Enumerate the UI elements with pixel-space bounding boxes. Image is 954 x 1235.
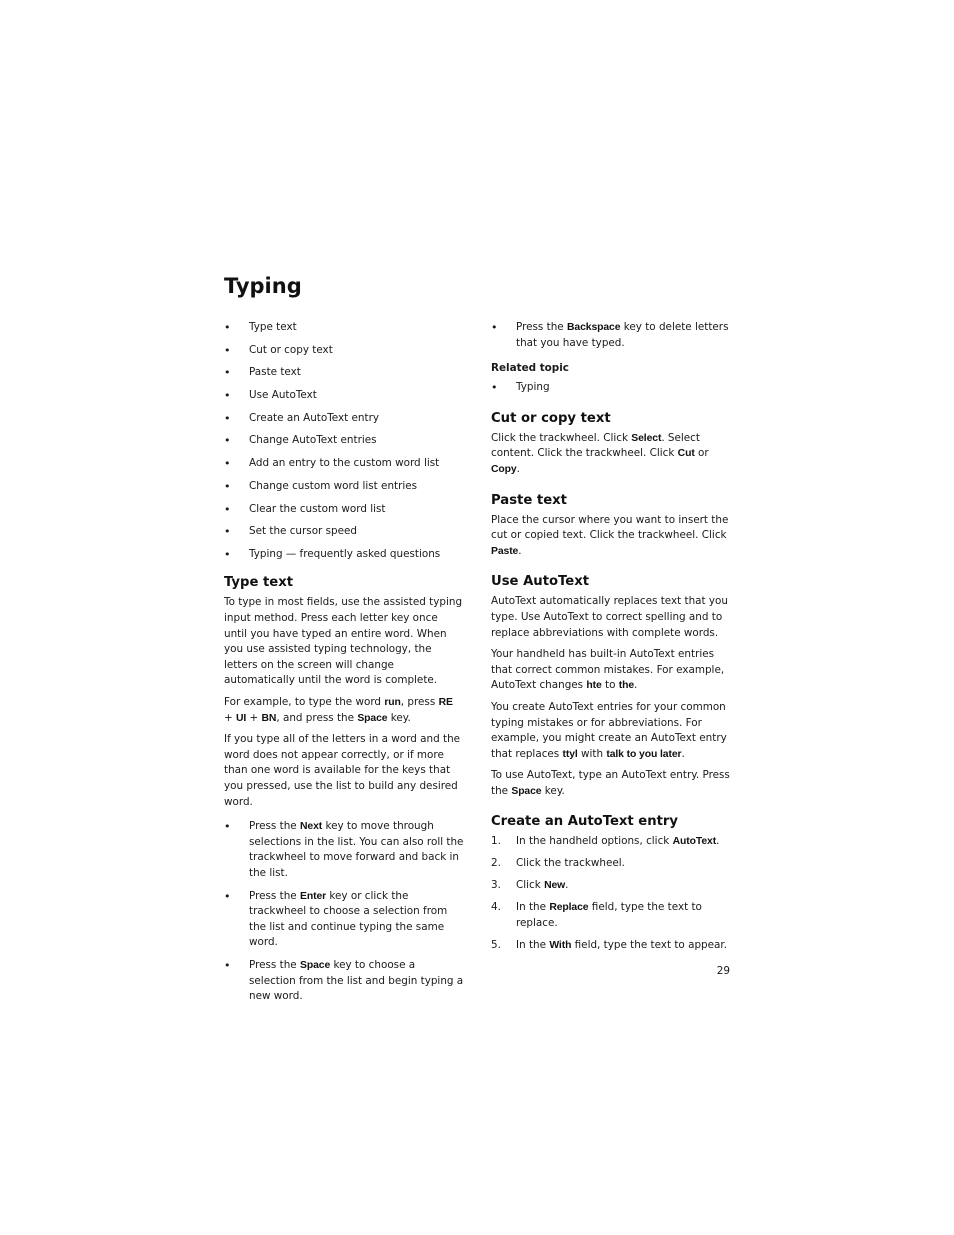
- topic-item[interactable]: [224, 524, 464, 540]
- topic-item[interactable]: [224, 456, 464, 472]
- step-item: • Press the Next key to move through selections in the list. You can also roll the trackwheel to move forward and back in the list.: [224, 819, 464, 881]
- topic-link[interactable]: Type text: [249, 321, 297, 333]
- topic-item[interactable]: [224, 411, 464, 427]
- page-number: 29: [716, 965, 730, 977]
- step-item: • Press the Space key to choose a selection from the list and begin typing a new word.: [224, 958, 464, 1005]
- key-label: AutoText: [672, 836, 717, 848]
- create-entry-steps: [491, 834, 731, 953]
- key-label: the: [618, 680, 635, 692]
- topic-item[interactable]: [224, 320, 464, 336]
- topic-link[interactable]: Change AutoText entries: [249, 434, 377, 447]
- topic-link[interactable]: Change custom word list entries: [249, 479, 418, 492]
- numbered-step: 5. In the With field, type the text to appear.: [491, 938, 731, 954]
- key-label: Copy: [491, 463, 517, 475]
- topic-link[interactable]: Paste text: [249, 366, 301, 379]
- key-label: Paste: [491, 545, 519, 557]
- key-label: Space: [357, 712, 388, 724]
- related-topic-heading: Related topic: [491, 362, 569, 375]
- topic-link[interactable]: Cut or copy text: [249, 343, 333, 356]
- key-label: UI: [236, 712, 247, 724]
- topic-link[interactable]: Clear the custom word list: [249, 502, 386, 515]
- topic-link[interactable]: Use AutoText: [249, 389, 317, 402]
- key-label: New: [544, 880, 566, 892]
- key-label: BN: [261, 712, 277, 724]
- key-label: Next: [300, 821, 323, 833]
- topic-item[interactable]: [224, 502, 464, 518]
- key-label: RE: [438, 697, 453, 709]
- step-number: 4.: [491, 901, 501, 914]
- left-column: [224, 320, 464, 1012]
- key-label: Space: [511, 785, 542, 797]
- cut-copy-body: Click the trackwheel. Click Select. Select content. Click the trackwheel. Click Cut or Copy.: [491, 431, 709, 475]
- page-title: Typing: [224, 274, 302, 298]
- topic-item[interactable]: [224, 343, 464, 359]
- topic-item[interactable]: [224, 388, 464, 404]
- autotext-custom: You create AutoText entries for your common typing mistakes or for abbreviations. For example, you might create an AutoText entry that replaces ttyl with talk to you later.: [491, 700, 727, 760]
- key-label: Select: [631, 432, 662, 444]
- related-topic-item[interactable]: [491, 380, 731, 396]
- create-entry-heading: Create an AutoText entry: [491, 814, 679, 830]
- numbered-step: 3. Click New.: [491, 878, 731, 894]
- topic-link[interactable]: Add an entry to the custom word list: [249, 457, 440, 470]
- topic-link[interactable]: Typing — frequently asked questions: [249, 547, 441, 560]
- numbered-step: 1. In the handheld options, click AutoText.: [491, 834, 731, 850]
- step-number: 3.: [491, 879, 501, 892]
- key-label: With: [549, 940, 572, 951]
- related-topic-list: [491, 380, 731, 396]
- key-label: Replace: [549, 902, 589, 914]
- autotext-builtin: Your handheld has built-in AutoText entries that correct common mistakes. For example, AutoText changes hte to the.: [491, 648, 725, 692]
- step-item: • Press the Backspace key to delete letters that you have typed.: [491, 320, 731, 351]
- key-label: ttyl: [562, 748, 578, 760]
- type-text-heading: Type text: [224, 575, 294, 591]
- key-label: run: [384, 697, 401, 709]
- numbered-step: 2. Click the trackwheel.: [491, 856, 731, 872]
- key-label: Backspace: [567, 322, 621, 333]
- paste-heading: Paste text: [491, 492, 567, 508]
- step-number: 5.: [491, 939, 501, 951]
- topic-link[interactable]: Create an AutoText entry: [249, 411, 379, 424]
- right-column: [491, 320, 731, 960]
- step-number: 1.: [491, 835, 501, 848]
- topic-item[interactable]: [224, 433, 464, 449]
- typing-steps: [224, 819, 464, 1005]
- related-topic-link[interactable]: Typing: [516, 381, 550, 394]
- key-label: Enter: [300, 890, 327, 902]
- type-text-intro: To type in most fields, use the assisted typing input method. Press each letter key once until you have typed an entire word. When you use assisted typing technology, the letters on the screen will change automatically until the word is complete.: [224, 596, 463, 687]
- topic-item[interactable]: [224, 365, 464, 381]
- numbered-step: 4. In the Replace field, type the text to replace.: [491, 901, 702, 930]
- topic-link[interactable]: Set the cursor speed: [249, 525, 358, 538]
- topic-item[interactable]: [224, 479, 464, 495]
- topic-list: [224, 320, 464, 562]
- autotext-usage: To use AutoText, type an AutoText entry. Press the Space key.: [491, 769, 730, 797]
- typing-steps-continued: [491, 320, 731, 351]
- key-label: Cut: [677, 448, 695, 460]
- key-label: talk to you later: [606, 748, 682, 760]
- paste-body: Place the cursor where you want to insert the cut or copied text. Click the trackwheel. Click Paste.: [491, 513, 729, 557]
- step-item: • Press the Enter key or click the trackwheel to choose a selection from the list and continue typing the same word.: [224, 889, 464, 951]
- cut-copy-heading: Cut or copy text: [491, 410, 611, 426]
- autotext-heading: Use AutoText: [491, 574, 590, 590]
- key-label: hte: [586, 680, 602, 692]
- key-label: Space: [300, 959, 331, 971]
- step-number: 2.: [491, 857, 501, 870]
- topic-item[interactable]: [224, 547, 464, 563]
- type-text-list-info: If you type all of the letters in a word and the word does not appear correctly, or if more than one word is available for the keys that you pressed, use the list to build any desired word.: [224, 733, 461, 808]
- autotext-intro: AutoText automatically replaces text that you type. Use AutoText to correct spelling and to replace abbreviations with complete words.: [491, 595, 728, 639]
- type-text-example: For example, to type the word run, press RE + UI + BN, and press the Space key.: [224, 696, 453, 724]
